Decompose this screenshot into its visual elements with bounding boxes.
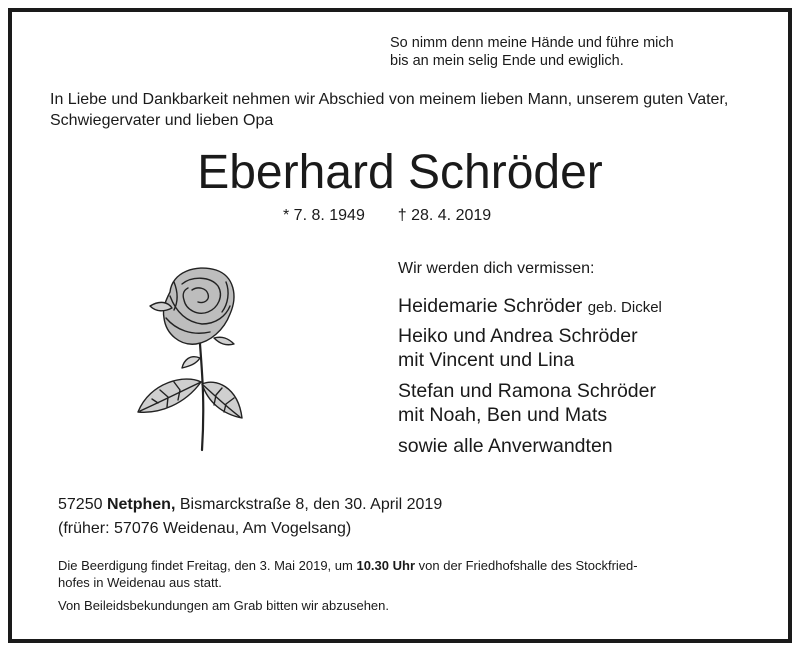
deceased-name: Eberhard Schröder [197, 146, 603, 199]
funeral-line-1 [58, 557, 638, 574]
verse-line-1: So nimm denn meine Hände und führe mich [390, 35, 674, 51]
verse-line-2: bis an mein selig Ende und ewiglich. [390, 53, 624, 69]
street-date: Bismarckstraße 8, den 30. April 2019 [179, 496, 443, 513]
mourner-line-6: sowie alle Anverwandten [398, 435, 613, 457]
condolence-note: Von Beileidsbekundungen am Grab bitten wir abzusehen. [58, 598, 389, 613]
birth-date: * 7. 8. 1949 [283, 207, 365, 224]
funeral-text-2: von der Friedhofshalle des Stockfried- [418, 558, 638, 573]
funeral-text-1: Die Beerdigung findet Freitag, den 3. Mai 2019, um [58, 558, 353, 573]
intro-text: In Liebe und Dankbarkeit nehmen wir Abschied von meinem lieben Mann, unserem guten Vater, Schwiegervater und lieben Opa [50, 91, 729, 129]
address-line [58, 494, 442, 516]
funeral-time: 10.30 Uhr [356, 558, 416, 573]
mourner-line-1 [398, 293, 662, 321]
mourner-line-3: mit Vincent und Lina [398, 349, 575, 371]
postcode: 57250 [58, 496, 103, 513]
funeral-line-2: hofes in Weidenau aus statt. [58, 575, 222, 590]
town: Netphen, [106, 496, 176, 513]
death-date: † 28. 4. 2019 [397, 207, 492, 224]
life-dates [283, 205, 491, 227]
mourner-line-4: Stefan und Ramona Schröder [398, 380, 656, 402]
mourners-heading: Wir werden dich vermissen: [398, 260, 595, 277]
mourner-line-2: Heiko und Andrea Schröder [398, 325, 638, 347]
rose-icon [130, 262, 260, 452]
maiden-name: geb. Dickel [587, 299, 662, 316]
verse [390, 34, 674, 70]
mourner-name: Heidemarie Schröder [398, 295, 583, 317]
mourner-line-5: mit Noah, Ben und Mats [398, 404, 608, 426]
former-address: (früher: 57076 Weidenau, Am Vogelsang) [58, 520, 352, 537]
